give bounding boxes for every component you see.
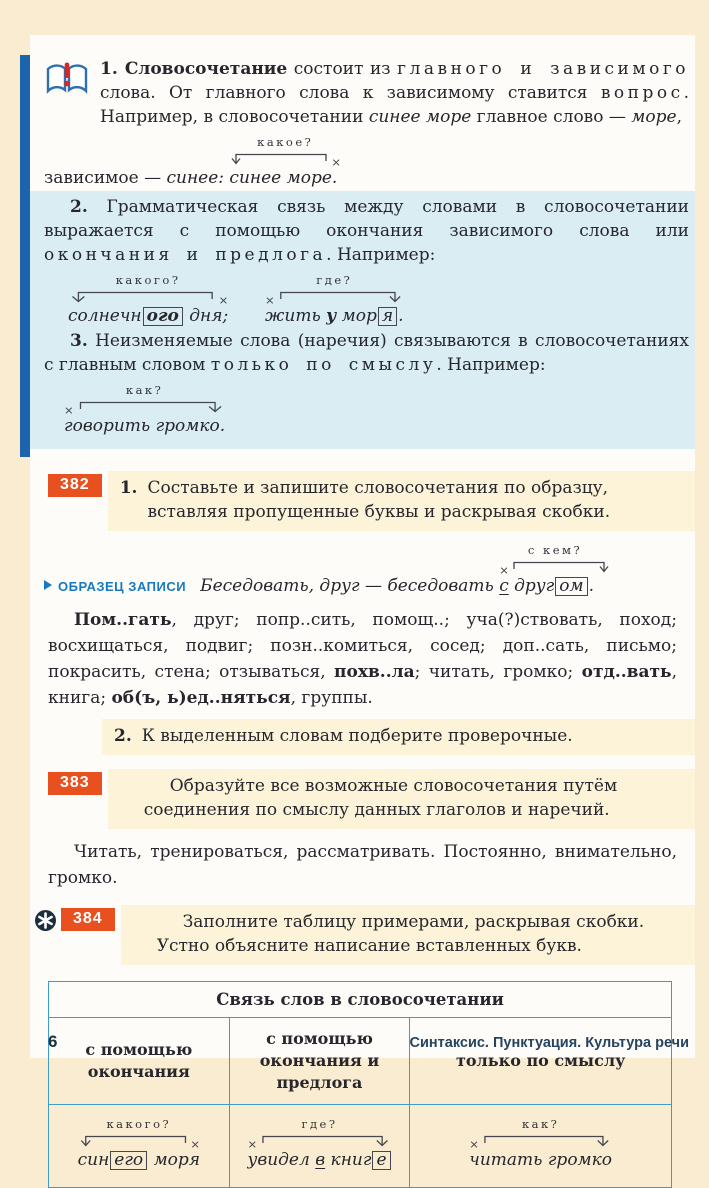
dependency-diagram: как? × читать громко bbox=[469, 1117, 613, 1170]
ending-box: е bbox=[372, 1151, 390, 1170]
ending-box: ом bbox=[555, 577, 587, 596]
difficulty-star-icon bbox=[34, 909, 57, 937]
example-line-sinee-more: зависимое — синее: какое? × синее море. bbox=[44, 135, 342, 188]
question-label: где? bbox=[301, 1117, 338, 1131]
word-list-382: Пом..гать, друг; попр..сить, помощ..; уча(?)ствовать, поход; восхищаться, подвиг; позн..комиться, сосед; доп..сать, письмо; покрасить, стена; отзываться, похв..ла; читать, громко; отд..вать, книга; об(ъ, ь)ед..няться, группы. bbox=[48, 610, 677, 708]
dependency-arrow-right-icon bbox=[469, 1132, 612, 1149]
rule-box bbox=[20, 55, 695, 457]
word-connection-table bbox=[48, 981, 672, 1188]
table-header-row bbox=[49, 1018, 672, 1105]
exercise-382-task1 bbox=[108, 471, 695, 531]
head-word-mark: × bbox=[469, 1137, 479, 1151]
example-cell-smysl bbox=[410, 1105, 672, 1188]
exercise-number-badge: 383 bbox=[48, 772, 102, 795]
head-word-mark: × bbox=[247, 1137, 258, 1151]
head-word-mark: × bbox=[64, 403, 74, 417]
task-text: Заполните таблицу примерами, раскрывая скобки. Устно объясните написание вставленных букв. bbox=[156, 912, 645, 956]
ending-box: я bbox=[378, 307, 397, 326]
question-label: как? bbox=[521, 1117, 560, 1131]
column-header: с помощью окончания и предлога bbox=[229, 1018, 410, 1105]
question-label: как? bbox=[125, 383, 164, 397]
dependency-diagram: какое? × синее море. bbox=[229, 135, 342, 188]
example-line-govorit-gromko bbox=[64, 383, 689, 437]
example-cell-predlog bbox=[229, 1105, 410, 1188]
chapter-title: Синтаксис. Пунктуация. Культура речи bbox=[409, 1035, 689, 1051]
example-cell-okonchanie bbox=[49, 1105, 230, 1188]
ending-box: ого bbox=[143, 307, 183, 326]
rule-point-1-row bbox=[44, 57, 689, 129]
dependency-diagram: где? × жить у мор я . bbox=[265, 273, 404, 326]
exercise-382-task2 bbox=[102, 719, 695, 755]
dependency-diagram: как? × говорить громко. bbox=[64, 383, 226, 436]
head-word-mark: × bbox=[218, 293, 229, 307]
column-header: только по смыслу bbox=[410, 1018, 672, 1105]
page-number: 6 bbox=[48, 1032, 58, 1051]
question-label: какого? bbox=[115, 273, 181, 287]
question-label: какого? bbox=[106, 1117, 172, 1131]
example-line-okonchanie bbox=[68, 273, 689, 327]
exercise-382-task2-row bbox=[30, 719, 695, 755]
sample-record-row bbox=[44, 543, 695, 597]
page-footer bbox=[30, 1032, 695, 1052]
dependency-arrow-left-icon bbox=[68, 288, 228, 305]
dependency-arrow-left-icon bbox=[229, 150, 341, 167]
sample-marker-icon bbox=[44, 580, 52, 590]
table-title-row bbox=[49, 982, 672, 1018]
dependency-diagram: какого? × син его моря bbox=[77, 1117, 201, 1170]
column-header: с помощью окончания bbox=[49, 1018, 230, 1105]
exercise-384 bbox=[30, 905, 695, 965]
important-rule-book-icon bbox=[44, 61, 90, 102]
task-text: Составьте и запишите словосочетания по образцу, вставляя пропущенные буквы и раскрывая скобки. bbox=[147, 478, 611, 522]
table-title: Связь слов в словосочетании bbox=[49, 982, 672, 1018]
dependency-arrow-right-icon bbox=[64, 398, 225, 415]
dependency-diagram: какого? × солнечн ого дня; bbox=[68, 273, 229, 326]
task-text: К выделенным словам подберите проверочные. bbox=[141, 726, 573, 746]
task-number: 2. bbox=[114, 726, 132, 746]
table-example-row bbox=[49, 1105, 672, 1188]
head-word-mark: × bbox=[265, 293, 275, 307]
task-number: 1. bbox=[119, 478, 138, 498]
textbook-page bbox=[30, 35, 695, 1170]
exercise-384-task bbox=[121, 905, 695, 965]
dependency-arrow-right-icon bbox=[499, 558, 611, 575]
rule-highlight-area bbox=[30, 191, 695, 449]
exercise-382 bbox=[30, 471, 695, 531]
exercise-number-badge: 382 bbox=[48, 474, 102, 497]
rule-point-3: 3. Неизменяемые слова (наречия) связываются в словосочетаниях с главным словом только по смыслу. Например: bbox=[44, 331, 689, 375]
head-word-mark: × bbox=[190, 1137, 201, 1151]
task-text: Образуйте все возможные словосочетания путём соединения по смыслу данных глаголов и наречий. bbox=[143, 776, 618, 820]
question-label: с кем? bbox=[527, 543, 583, 557]
head-word-mark: × bbox=[499, 563, 509, 577]
word-list-383: Читать, тренироваться, рассматривать. Постоянно, внимательно, громко. bbox=[48, 842, 677, 888]
dependency-arrow-right-icon bbox=[265, 288, 404, 305]
rule-point-1: 1. Словосочетание состоит из главного и зависимого слова. От главного слова к зависимому ставится вопрос. Например, в словосочетании синее море главное слово — море, bbox=[100, 59, 689, 127]
rule-term: 1. Словосочетание bbox=[100, 59, 288, 79]
exercise-383 bbox=[30, 769, 695, 829]
rule-point-2: 2. Грамматическая связь между словами в словосочетании выражается с помощью окончания зависимого слова или окончания и предлога. Например: bbox=[44, 197, 689, 265]
dependency-diagram: с кем? × с друг ом . bbox=[499, 543, 611, 597]
dependency-arrow-left-icon bbox=[78, 1132, 200, 1149]
dependency-arrow-right-icon bbox=[247, 1132, 391, 1149]
exercise-383-task bbox=[108, 769, 695, 829]
sample-label: ОБРАЗЕЦ ЗАПИСИ bbox=[58, 579, 187, 594]
exercise-number-badge: 384 bbox=[61, 908, 115, 931]
question-label: какое? bbox=[257, 135, 314, 149]
ending-box: его bbox=[110, 1151, 147, 1170]
sample-text: Беседовать, друг — беседовать с кем? × с друг ом . bbox=[200, 543, 611, 597]
question-label: где? bbox=[316, 273, 353, 287]
head-word-mark: × bbox=[331, 155, 342, 169]
dependency-diagram: где? × увидел в книг е bbox=[247, 1117, 391, 1171]
